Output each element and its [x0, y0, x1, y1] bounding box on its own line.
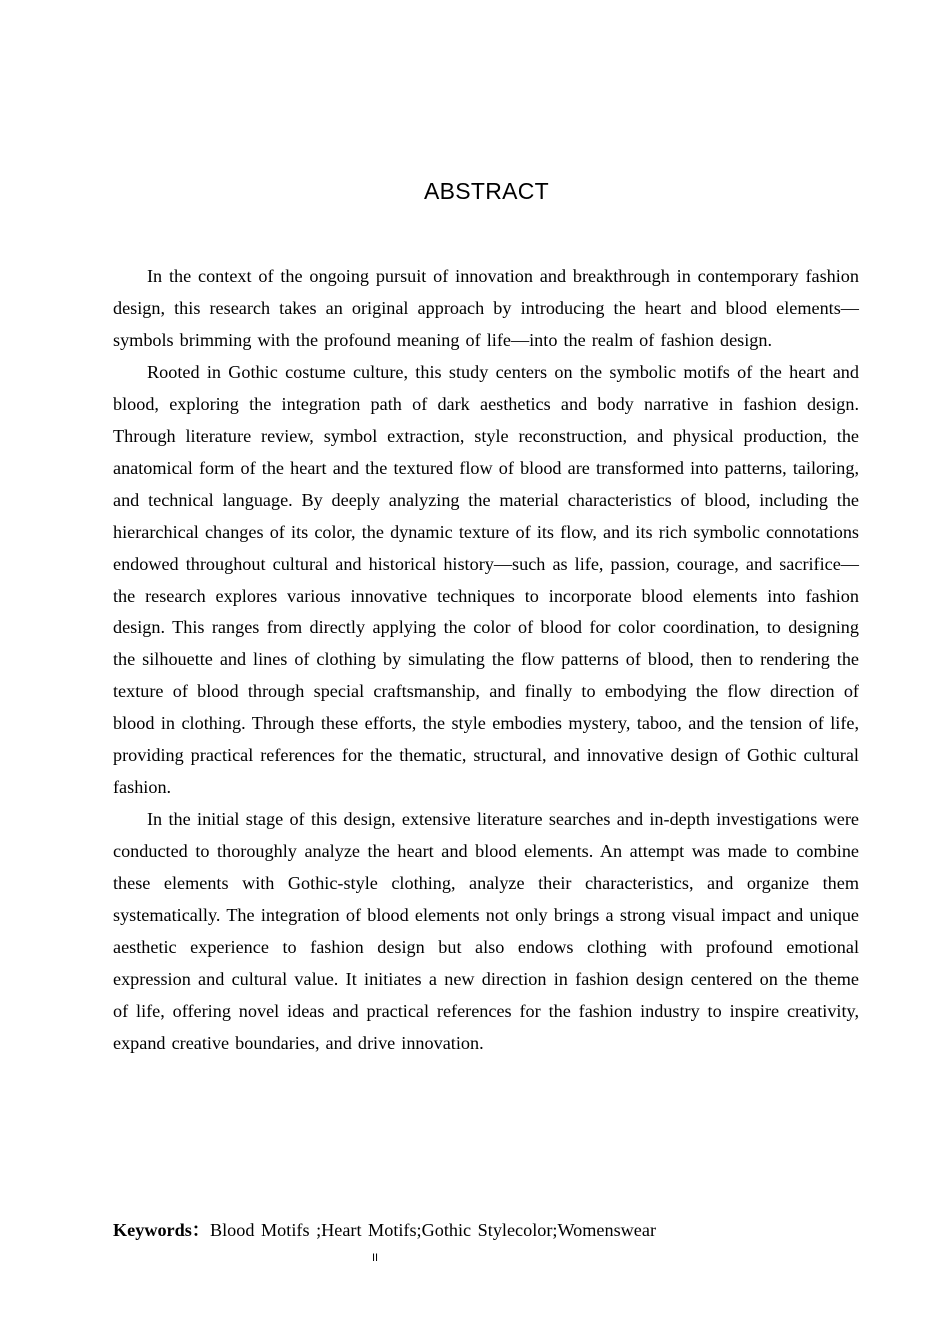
- abstract-title: ABSTRACT: [423, 178, 550, 204]
- keywords-line: [113, 1214, 873, 1246]
- abstract-paragraph-3: In the initial stage of this design, extensive literature searches and in-depth investigations were conducted to thoroughly analyze the heart and blood elements. An attempt was made to combine these elements with Gothic-style clothing, analyze their characteristics, and organize them systematically. The integration of blood elements not only brings a strong visual impact and unique aesthetic experience to fashion design but also endows clothing with profound emotional expression and cultural value. It initiates a new direction in fashion design centered on the theme of life, offering novel ideas and practical references for the fashion industry to inspire creativity, expand creative boundaries, and drive innovation.: [113, 809, 859, 1053]
- abstract-paragraph-1: In the context of the ongoing pursuit of innovation and breakthrough in contemporary fashion design, this research takes an original approach by introducing the heart and blood elements—symbols brimming with the profound meaning of life—into the realm of fashion design.: [113, 266, 859, 350]
- keywords-label: Keywords：: [113, 1220, 210, 1240]
- abstract-body: [113, 261, 859, 1060]
- keywords-value: Blood Motifs ;Heart Motifs;Gothic Stylecolor;Womenswear: [210, 1220, 656, 1240]
- abstract-paragraph-2: Rooted in Gothic costume culture, this study centers on the symbolic motifs of the heart and blood, exploring the integration path of dark aesthetics and body narrative in fashion design. Through literature review, symbol extraction, style reconstruction, and physical production, the anatomical form of the heart and the textured flow of blood are transformed into patterns, tailoring, and technical language. By deeply analyzing the material characteristics of blood, including the hierarchical changes of its color, the dynamic texture of its flow, and its rich symbolic connotations endowed throughout cultural and historical history—such as life, passion, courage, and sacrifice—the research explores various innovative techniques to incorporate blood elements into fashion design. This ranges from directly applying the color of blood for color coordination, to designing the silhouette and lines of clothing by simulating the flow patterns of blood, then to rendering the texture of blood through special craftsmanship, and finally to embodying the flow direction of blood in clothing. Through these efforts, the style embodies mystery, taboo, and the tension of life, providing practical references for the thematic, structural, and innovative design of Gothic cultural fashion.: [113, 361, 859, 798]
- page-number: II: [371, 1252, 379, 1264]
